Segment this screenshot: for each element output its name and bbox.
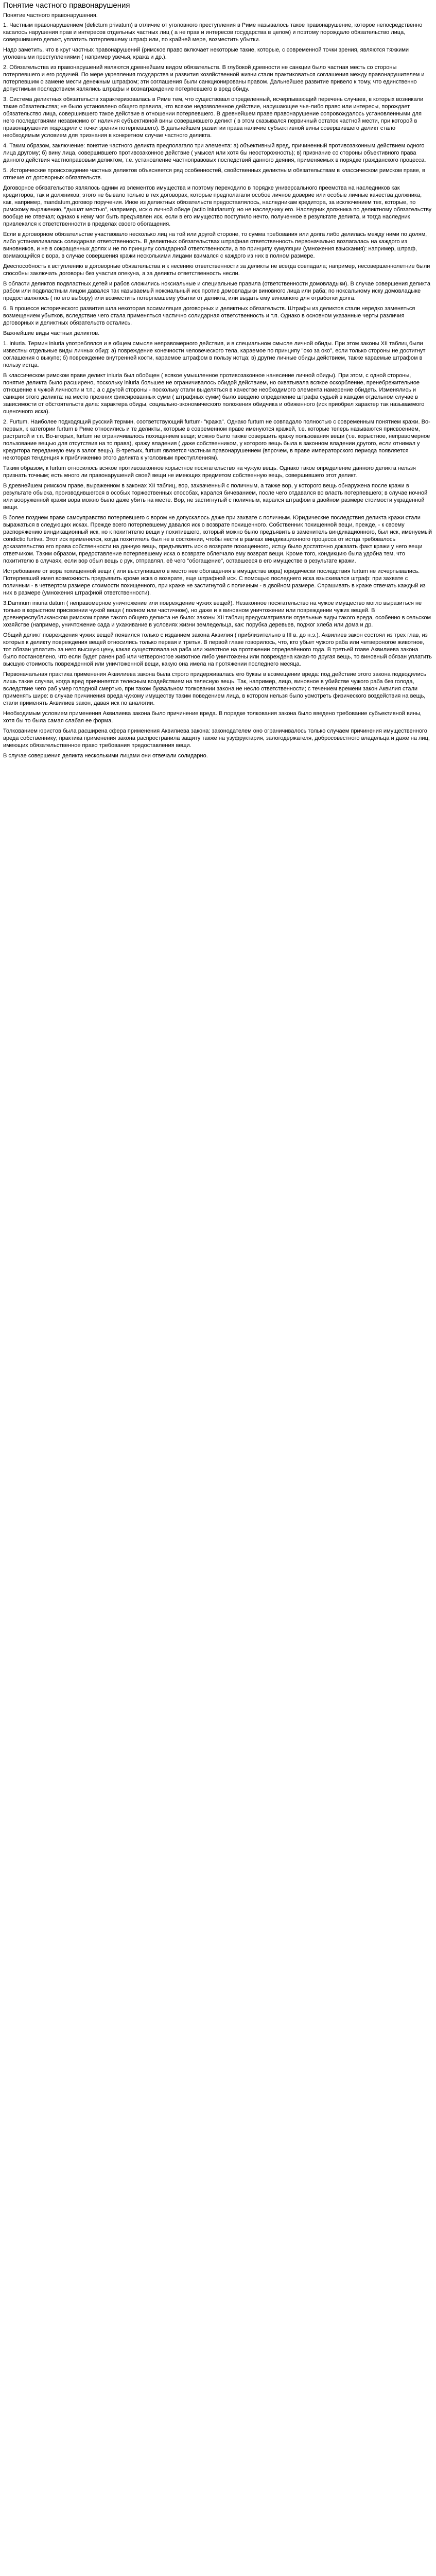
document <box>0 0 436 767</box>
document-body <box>3 22 433 759</box>
paragraph: Договорное обязательство являлось одним из элементов имущества и поэтому переходило в порядке универсального преемства на наследников как кредиторов, так и должников; этого не бывало только в тех договорах, которые предполагали особое личное доверие или особые личные качества должника, как, например, mandatum,договор поручения. Иное из деликтных обязательств предоставлялось, наследникам кредитора, за исключением тех, которые, по римскому выражению, "дышат местью", например, иск о личной обиде (actio iniuriarum); но не наследнику его. Наследник должника по деликтному обязательству вообще не отвечал; однако к нему мог быть предъявлен иск, если в его имущество поступило нечто, полученное в результате деликта, и тогда наследник привлекался к ответственности в пределах своего обогащения. <box>3 185 432 227</box>
paragraph: Первоначальная практика применения Аквилиева закона была строго придерживалась его буквы в возмещении вреда: под действие этого закона подводились лишь такие случаи, когда вред причиняется телесным воздействием на телесную вещь. Так, например, лицо, виновное в убийстве чужого раба без голода, вследствие чего раб умер голодной смертью, при таком буквальном толковании закона не несло ответственности; с течением времени закон Аквилия стали применять шире: в случае причинения вреда чужому имуществу таким поведением лица, в котором нельзя было усмотреть физического воздействия на вещь, стали применять Аквилиев закон, давая иск по аналогии. <box>3 671 426 706</box>
page-title: Понятие частного правонарушения <box>3 1 130 10</box>
paragraph: Необходимым условием применения Аквилиева закона было причинение вреда. В порядке толкования закона было введено требование субъективной вины, хотя бы то была самая слабая ее форма. <box>3 710 422 724</box>
paragraph: Надо заметить, что в круг частных правонарушений (римское право включает некоторые такие, которые, с современной точки зрения, являются тяжкими уголовными преступлениями ( например увечья, кража и др.). <box>3 47 409 60</box>
paragraph: 2. Обязательства из правонарушений являются древнейшим видом обязательств. В глубокой древности не санкции было частная месть со стороны потерпевшего и его родичей. По мере укрепления государства и развития хозяйственной жизни стали практиковаться соглашения между правонарушителем и потерпевшим о замене мести денежным штрафом; эти соглашения были санкционированы правом. Дальнейшее развитие привело к тому, что единственно допустимым последствием являлись штрафы и вознаграждение потерпевшего в вред обиду. <box>3 64 425 92</box>
paragraph: Дееспособность к вступлению в договорные обязательства и к несению ответственности за деликты не всегда совпадала; например, несовершеннолетние были способны заключать договоры без участия опекуна, а за деликты ответственность несли. <box>3 263 430 277</box>
paragraph: 1. Частным правонарушением (delictum privatum) в отличие от уголовного преступления в Риме называлось такое правонарушение, которое непосредственно касалось нарушения прав и интересов отдельных частных лиц ( а не прав и интересов государства в целом) и поэтому порождало обязательство лица, совершившего деликт, уплатить потерпевшему штраф или, по крайней мере, возместить убытки. <box>3 22 423 43</box>
paragraph: Общий деликт повреждения чужих вещей появился только с изданием закона Аквилия ( приблизительно в III в. до н.э.). Аквилиев закон состоял из трех глав, из которых к деликту повреждения вещей относились только первая и третья. В первой главе говорилось, что, кто убьет чужого раба или четвероногое животное, тот обязан уплатить за него высшую цену, какая существовала на раба или животное на протяжении определённого года. В третьей главе Аквилиева закона было постановлено, что если будет ранен раб или четвероногое животное либо уничтожены или повреждена какая-то другая вещь, то виновный обязан уплатить высшую стоимость поврежденной или уничтоженной вещи, какую она имела на протяжении последнего месяца. <box>3 632 432 667</box>
paragraph: Толкованием юристов была расширена сфера применения Аквилиева закона: законодателем оно ограничивалось только случаем причинения имущественного вреда собственнику; практика применения закона распространила защиту также на узуфруктария, залогодержателя, добросовестного владельца и даже на лиц, имеющих обязательственное право требования предоставления вещи. <box>3 728 430 749</box>
paragraph: В случае совершения деликта несколькими лицами они отвечали солидарно. <box>3 753 208 759</box>
paragraph: 3.Damnum iniuria datum ( неправомерное уничтожение или повреждение чужих вещей). Незаконное посягательство на чужое имущество могло выразиться не только в корыстном присвоении чужой вещи ( полном или частичном), но даже и в виновном уничтожении или повреждении чужих вещей. В древнереспубликанском римском праве такого общего деликта не было: законы XII таблиц предусматривали отдельные виды такого вреда, особенно в сельском хозяйстве (например, уничтожение сада и ухаживание в условиях жизни земледельца, как: порубка деревьев, поджог хлеба или дома и др. <box>3 600 431 628</box>
paragraph: Истребование от вора похищенной вещи ( или выступившего в место нее обогащения в имуществе вора) юридически последствия furtum не исчерпывались. Потерпевший имел возможность предъявить кроме иска о возврате, еще штрафной иск. С помощью последнего иска взыскивался штраф: при захвате с поличным - в четвертом размере стоимости похищенного, при краже не застигнутой с поличным - в двойном размере. Спрашивать в краже отвечать каждый из них в размере (умножения штрафной ответственности). <box>3 568 426 596</box>
paragraph: 1. Iniuria. Термин iniuria употреблялся и в общем смысле неправомерного действия, и в специальном смысле личной обиды. При этом законы XII таблиц были известны отдельные виды личных обид: а) повреждение конечности человеческого тела, караемое по принципу "око за око", если только стороны не достигнут соглашения о выкупе; б) повреждение внутренней кости, караемое штрафом в пользу истца; в) другие личные обиды действием, также караемые штрафом в пользу истца. <box>3 341 426 368</box>
paragraph: В древнейшем римском праве, выраженном в законах XII таблиц, вор, захваченный с поличным, а также вор, у которого вещь обнаружена после кражи в результате обыска, производившегося в особых торжественных способах, карался бичеванием, после чего отдавался во власть потерпевшего; в случае ночной или вооруженной кражи вора можно было даже убить на месте. Вор, не застигнутый с поличным, карался штрафом в двойном размере стоимости украденной вещи. <box>3 483 428 511</box>
paragraph: В области деликтов подвластных детей и рабов сложились ноксиальные и специальные правила (ответственности домовладыки). В случае совершения деликта рабом или подвластным лицом давался так называемый ноксиальный иск против домовладыки виновного лица или раба; по ноксальному иску домовладыке предоставлялось ( по его выбору) или возместить потерпевшему убытки от деликта, или выдать ему виновного для отработки долга. <box>3 281 430 301</box>
paragraph: 5. Исторические происхождение частных деликтов объясняется ряд особенностей, свойственных деликтным обязательствам в классическом римском праве, в отличие от договорных обязательств. <box>3 167 425 181</box>
document-subtitle: Понятие частного правонарушения. <box>3 12 98 19</box>
paragraph: Важнейшие виды частных деликтов. <box>3 330 100 336</box>
paragraph: В более позднем праве самоуправство потерпевшего с вором не допускалось даже при захвате с поличным. Юридические последствия деликта кражи стали выражаться в следующих исках. Прежде всего потерпевшему давался иск о возврате похищенного. Собственник похищенной вещи, прежде, - к своему распоряжению виндикационный иск, но к похитителю вещи у похитившего, который можно было предъявить в заменитель виндикационного, был иск, именуемый condictio furtiva. Этот иск применялся, когда похититель был не в состоянии, чтобы нести в рамках виндикационного процесса от истца требовалось доказательство его права собственности на данную вещь, предъявлять иск о возврате похищенного, истцу было достаточно доказать факт кражи у него вещи ответчиком. Таким образом, предоставление потерпевшему иска о возврате облегчало ему возврат вещи. Кроме того, кондикцию была удобна тем, что похитителю в случаях, если вор обыл вещь с рук, отправлял, её чего "обогащение", оставшееся в его имуществе в результате кражи. <box>3 515 432 564</box>
paragraph: 6. В процессе исторического развития шла некоторая ассимиляция договорных и деликтных обязательств. Штрафы из деликтов стали нередко заменяться возмещением убытков, вследствие чего стала применяться частично солидарная ответственность и т.п. Однако в основном указанные черты различия договорных и деликтных обязательств остались. <box>3 306 415 326</box>
paragraph: 3. Система деликтных обязательств характеризовалась в Риме тем, что существовал определенный, исчерпывающий перечень случаев, в которых возникали такие обязательства; не было установлено общего правила, что всякое недозволенное действие, нарушающее чье-либо право или интересы, порождает обязательство лица, совершившего такое действие в отношении потерпевшего. В древнейшем праве правонарушение сопровождалось установленными для него последствиями независимо от наличия субъективной вины совершившего деликт ( в этом сказывался первичный остаток частной мести, при которой в правонарушении подходили с точки зрения потерпевшего). В дальнейшем развитии права наличие субъективной вины совершившего деликт стало необходимым условием для признания в конкретном случае частного деликта. <box>3 96 424 139</box>
paragraph: 4. Таким образом, заключение: понятие частного деликта предполагало три элемента: а) объективный вред, причиненный противозаконным действием одного лица другому; б) вину лица, совершившего противозаконное действие ( умысел или хотя бы неосторожность); в) признание со стороны объективного права данного действия частноправовым деликтом, т.е. установление частноправовых последствий данного деяния, применяемых в порядке гражданского процесса. <box>3 143 426 163</box>
paragraph: Если в договорном обязательстве участвовало несколько лиц на той или другой стороне, то сумма требования или долга либо делилась между ними по долям, либо устанавливалась солидарная ответственность. В деликтных обязательствах штрафная ответственность первоначально возлагалась на каждого из виновников, и не в сокращенных долях и не по принципу солидарной ответственности, а по принципу кумуляции (умножения взыскания): например, штраф, взимающийся с вора, в случае совершения кражи несколькими лицами взимался с каждого из них в полном размере. <box>3 231 427 259</box>
paragraph: Таким образом, к furtum относилось всякое противозаконное корыстное посягательство на чужую вещь. Однако такое определение данного деликта нельзя признать точным; есть много ли правонарушений своей вещи не имеющих предметом собственную вещь, совершившего этот деликт. <box>3 465 416 479</box>
paragraph: В классическом римском праве деликт iniuria был обобщен ( всякое умышленное противозаконное нанесение личной обиды). При этом, с одной стороны, понятие деликта было расширено, поскольку iniuria большее не ограничивалось обидой действием, но охватывала всякое оскорбление, пренебрежительное отношение к чужой личности и т.п.; а с другой стороны - поскольку стали выделяться в качестве необходимого элемента намерение обидеть. Изменялись и санкции этого деликта: на место прежних фиксированных сумм ( штрафных сумм) было введено определение штрафа судьей в каждом отдельном случае в зависимости от обстоятельств дела: характера обиды, социально-экономического положения обидчика и обиженного (иск приобрел характер так называемого оценочного иска). <box>3 372 425 415</box>
paragraph: 2. Furtum. Наиболее подходящий русский термин, соответствующий furtum- "кража". Однако furtum не совпадало полностью с современным понятием кражи. Во-первых, к категории furtum в Риме относились и те деликты, которые в современном праве именуются кражей, т.е. которые теперь называются присвоением, растратой и т.п. Во-вторых, furtum не ограничивалось похищением вещи; можно было также совершить кражу пользования вещи (т.е. корыстное, неправомерное пользование вещью для отсутствия на то права), кражу владения ( даже собственником, у которого вещь была в законном владении другого, если отнимал у кредитора переданную ему в залог вещь). В-третьих, furtum является частным правонарушением (впрочем, в праве императорского периода появляется некоторая тенденция к приближению этого деликта к уголовным преступлениям). <box>3 419 430 461</box>
